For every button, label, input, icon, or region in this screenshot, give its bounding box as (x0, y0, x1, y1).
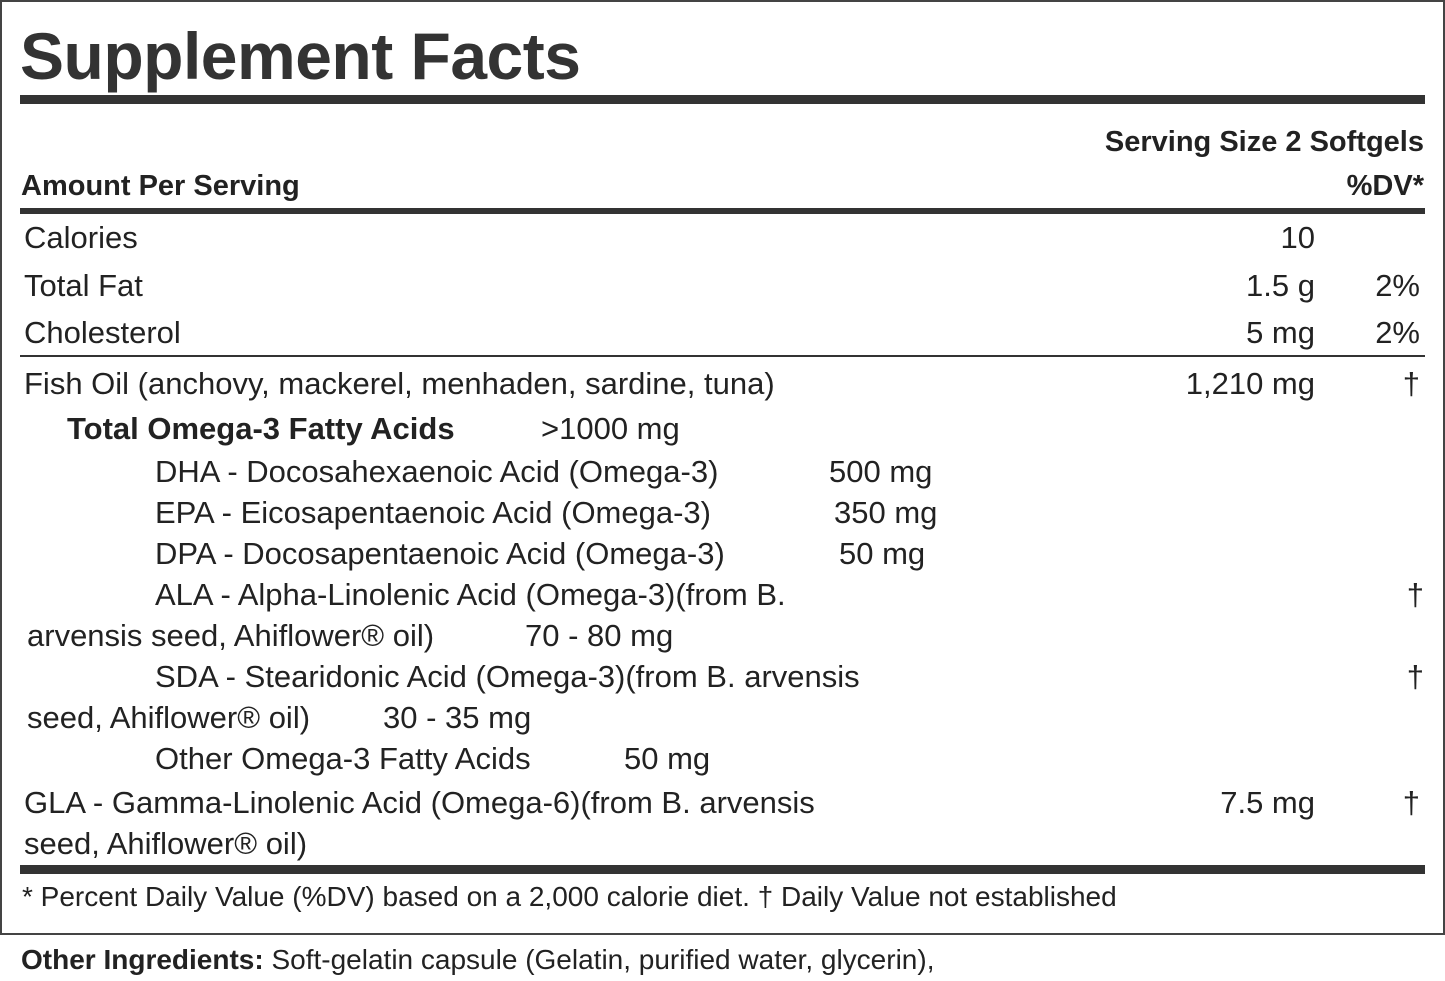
sub-row-amount: 50 mg (624, 741, 711, 776)
medium-divider (20, 208, 1425, 214)
thin-divider (20, 355, 1425, 357)
gla-amount: 7.5 mg (1220, 785, 1315, 820)
row-amount: 10 (1280, 220, 1315, 255)
row-name: Fish Oil (anchovy, mackerel, menhaden, sardine, tuna) (24, 366, 775, 401)
other-ingredients (21, 942, 934, 978)
sub-row-amount: 70 - 80 mg (525, 618, 674, 653)
dv-header: %DV* (1346, 170, 1424, 202)
other-ingredients-text: Soft-gelatin capsule (Gelatin, purified water, glycerin), (263, 944, 935, 975)
row-amount: 5 mg (1246, 315, 1315, 350)
sub-row-name: DHA - Docosahexaenoic Acid (Omega-3) (155, 454, 719, 489)
omega3-total-amount: >1000 mg (541, 411, 680, 446)
row-amount: 1,210 mg (1185, 366, 1315, 401)
row-dv: 2% (1375, 315, 1420, 350)
sub-row-name: SDA - Stearidonic Acid (Omega-3)(from B. arvensis (155, 659, 860, 694)
row-dv: 2% (1375, 268, 1420, 303)
row-name: Cholesterol (24, 315, 181, 350)
gla-name-continued: seed, Ahiflower® oil) (24, 826, 308, 861)
sub-row-name-continued: arvensis seed, Ahiflower® oil) (27, 618, 435, 653)
sub-row-dv: † (1406, 659, 1424, 694)
other-ingredients-label: Other Ingredients: (21, 944, 264, 975)
sub-row-dv: † (1406, 577, 1424, 612)
row-name: Total Fat (24, 268, 143, 303)
thick-divider (20, 95, 1425, 104)
omega3-total-name: Total Omega-3 Fatty Acids (67, 411, 455, 446)
panel-title: Supplement Facts (20, 19, 581, 93)
footnote: * Percent Daily Value (%DV) based on a 2,000 calorie diet. † Daily Value not established (22, 881, 1117, 912)
row-dv: † (1402, 366, 1420, 401)
serving-size: Serving Size 2 Softgels (1104, 126, 1424, 158)
sub-row-name-continued: seed, Ahiflower® oil) (27, 700, 311, 735)
sub-row-amount: 50 mg (839, 536, 926, 571)
gla-name: GLA - Gamma-Linolenic Acid (Omega-6)(from B. arvensis (24, 785, 815, 820)
sub-row-name: EPA - Eicosapentaenoic Acid (Omega-3) (155, 495, 711, 530)
sub-row-amount: 350 mg (834, 495, 938, 530)
sub-row-name: ALA - Alpha-Linolenic Acid (Omega-3)(from B. (155, 577, 786, 612)
sub-row-name: DPA - Docosapentaenoic Acid (Omega-3) (155, 536, 725, 571)
row-amount: 1.5 g (1246, 268, 1315, 303)
gla-dv: † (1402, 785, 1420, 820)
sub-row-amount: 500 mg (829, 454, 933, 489)
sub-row-amount: 30 - 35 mg (383, 700, 532, 735)
row-name: Calories (24, 220, 138, 255)
amount-per-serving-header: Amount Per Serving (21, 170, 300, 202)
thick-divider (20, 865, 1425, 874)
sub-row-name: Other Omega-3 Fatty Acids (155, 741, 531, 776)
